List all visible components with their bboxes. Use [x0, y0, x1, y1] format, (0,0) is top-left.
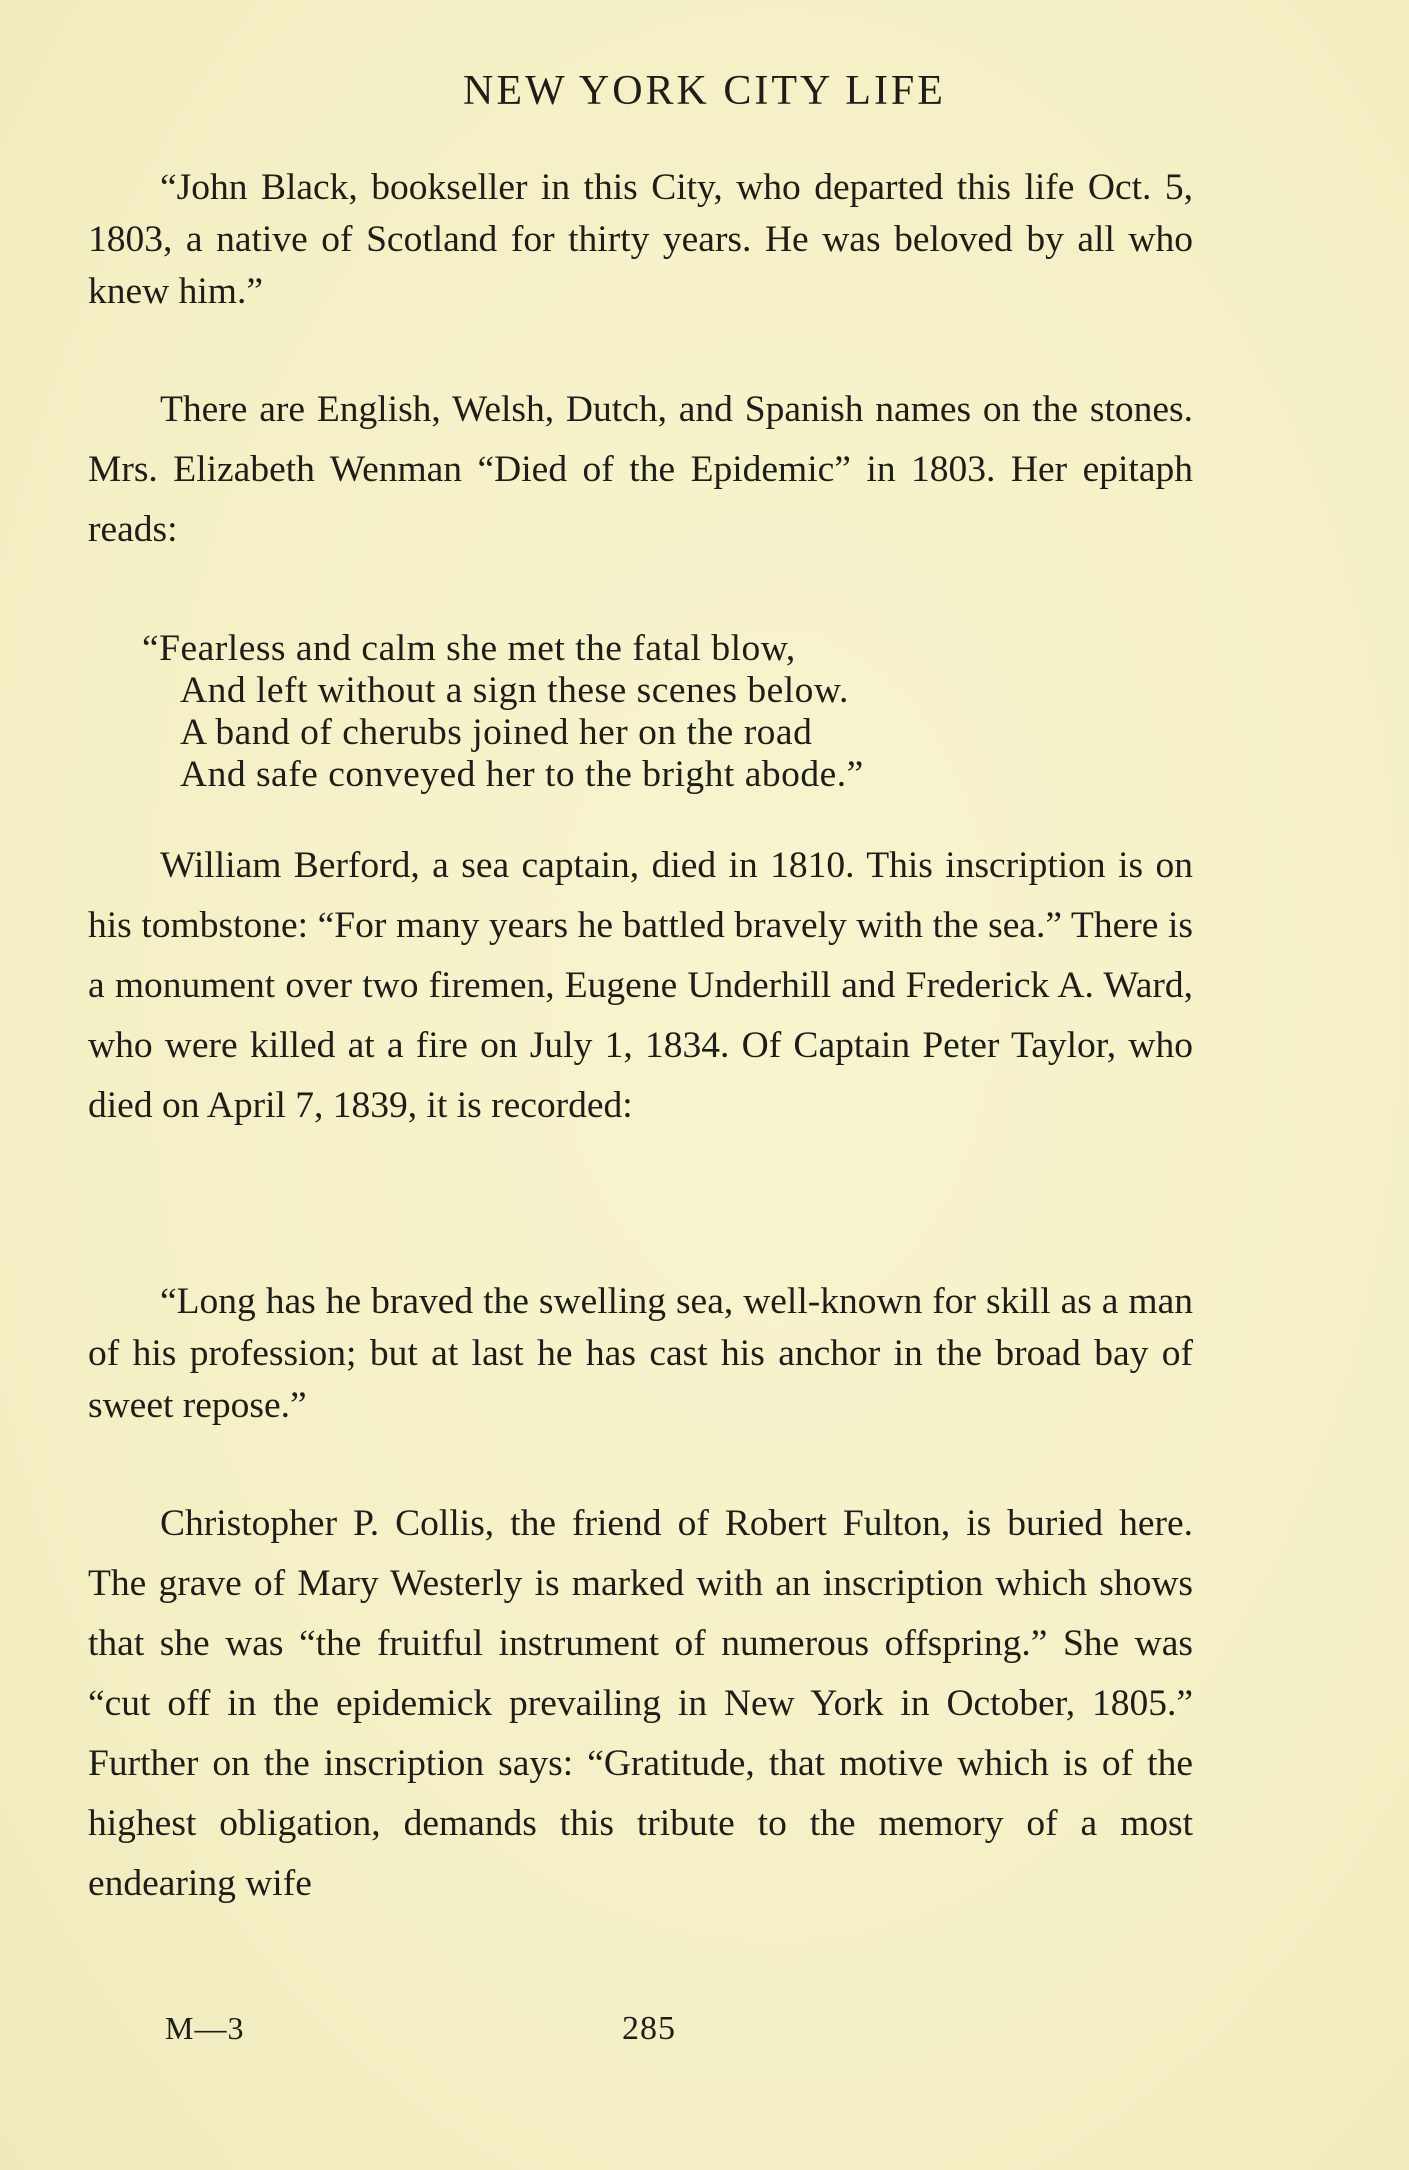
- paragraph-taylor-quote: “Long has he braved the swelling sea, well-known for skill as a man of his profession; but at last he has cast his anchor in the broad bay of sweet repose.”: [88, 1281, 1193, 1426]
- paragraph-text: “John Black, bookseller in this City, who departed this life Oct. 5, 1803, a native of Scotland for thirty years. He was beloved by all who knew him.”: [88, 167, 1193, 312]
- verse-line: And left without a sign these scenes below.: [180, 670, 849, 711]
- epitaph-verse: [142, 628, 1140, 796]
- signature-mark: M—3: [165, 2010, 245, 2046]
- paragraph-stones: [88, 380, 1193, 560]
- verse-line: “Fearless and calm she met the fatal blow,: [142, 628, 796, 669]
- paragraph-collis: [88, 1494, 1193, 1914]
- paragraph-text: Christopher P. Collis, the friend of Robert Fulton, is buried here. The grave of Mary Westerly is marked with an inscription which shows that she was “the fruitful instrument of numerous offspring.” She was “cut off in the epidemick prevailing in New York in October, 1805.” Further on the inscription says: “Gratitude, that motive which is of the highest obligation, demands this tribute to the memory of a most endearing wife: [88, 1503, 1193, 1904]
- paragraph-john-black: [88, 162, 1193, 318]
- paragraph-berford: [88, 836, 1193, 1136]
- verse-line: A band of cherubs joined her on the road: [180, 712, 813, 753]
- verse-line: And safe conveyed her to the bright abode.”: [180, 754, 864, 795]
- page-number: 285: [622, 2010, 676, 2047]
- paragraph-text: William Berford, a sea captain, died in 1810. This inscription is on his tombstone: “For many years he battled bravely with the sea.” There is a monument over two firemen, Eugene Underhill and Frederick A. Ward, who were killed at a fire on July 1, 1834. Of Captain Peter Taylor, who died on April 7, 1839, it is recorded:: [88, 845, 1193, 1126]
- paragraph-text: There are English, Welsh, Dutch, and Spanish names on the stones. Mrs. Elizabeth Wenman “Died of the Epidemic” in 1803. Her epitaph reads:: [88, 389, 1193, 550]
- running-header: NEW YORK CITY LIFE: [463, 68, 946, 114]
